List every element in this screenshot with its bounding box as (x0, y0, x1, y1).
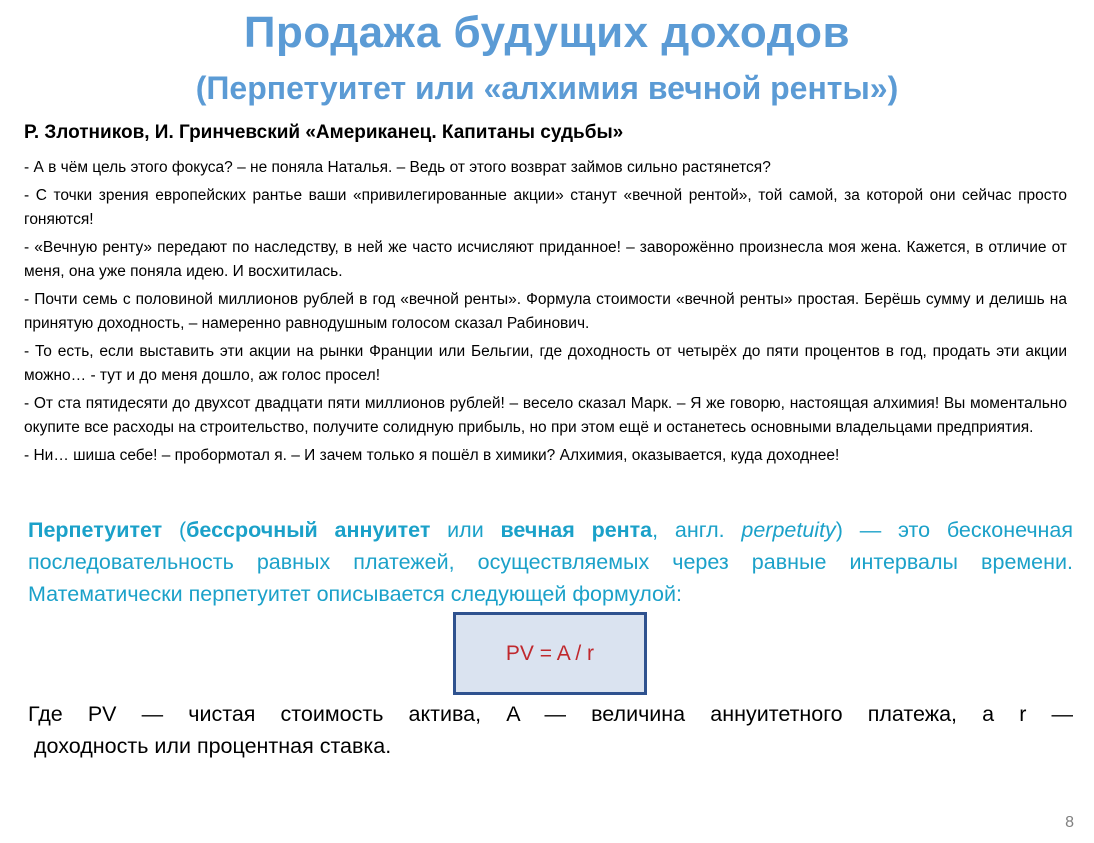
dialogue-line: - От ста пятидесяти до двухсот двадцати пяти миллионов рублей! – весело сказал Марк. – Я же говорю, настоящая алхимия! Вы моментально окупите все расходы на строительство, получите солидную прибыль, но при этом ещё и останетесь основными владельцами предприятия. (24, 395, 1067, 436)
perpetuity-definition: Перпетуитет (бессрочный аннуитет или вечная рента, англ. perpetuity) — это бесконечная последовательность равных платежей, осуществляемых через равные интервалы времени. Математически перпетуитет описывается следующей формулой: (28, 518, 1073, 606)
dialogue-line: - С точки зрения европейских рантье ваши «привилегированные акции» станут «вечной рентой», той самой, за которой они сейчас просто гоняются! (24, 187, 1067, 228)
definition-term: Перпетуитет (28, 518, 163, 542)
formula-explanation (28, 698, 1073, 762)
slide-title: Продажа будущих доходов (243, 8, 851, 57)
explanation-line: доходность или процентная ставка. (34, 734, 392, 758)
dialogue-excerpt (24, 156, 1067, 472)
source-citation: Р. Злотников, И. Гринчевский «Американец. Капитаны судьбы» (24, 122, 624, 143)
definition-english-term: perpetuity (741, 518, 836, 542)
dialogue-line: - То есть, если выставить эти акции на рынки Франции или Бельгии, где доходность от четырёх до пяти процентов в год, продать эти акции можно… - тут и до меня дошло, аж голос просел! (24, 343, 1067, 384)
dialogue-line: - Почти семь с половиной миллионов рублей в год «вечной ренты». Формула стоимости «вечной ренты» простая. Берёшь сумму и делишь на принятую доходность, – намеренно равнодушным голосом сказал Рабинович. (24, 291, 1067, 332)
dialogue-line: - «Вечную ренту» передают по наследству, в ней же часто исчисляют приданное! – заворожённо произнесла моя жена. Кажется, в отличие от меня, она уже поняла идею. И восхитилась. (24, 239, 1067, 280)
formula-box (453, 612, 647, 695)
definition-synonym: бессрочный аннуитет (186, 518, 431, 542)
formula-text: PV = A / r (505, 641, 595, 665)
page-number: 8 (1065, 814, 1074, 831)
dialogue-line: - А в чём цель этого фокуса? – не поняла Наталья. – Ведь от этого возврат займов сильно растянется? (24, 159, 771, 176)
definition-synonym: вечная рента (500, 518, 653, 542)
slide-subtitle: (Перпетуитет или «алхимия вечной ренты») (195, 70, 899, 106)
explanation-line: Где PV — чистая стоимость актива, A — величина аннуитетного платежа, а r — (28, 702, 1073, 726)
dialogue-line: - Ни… шиша себе! – пробормотал я. – И зачем только я пошёл в химики? Алхимия, оказывается, куда доходнее! (24, 447, 840, 464)
